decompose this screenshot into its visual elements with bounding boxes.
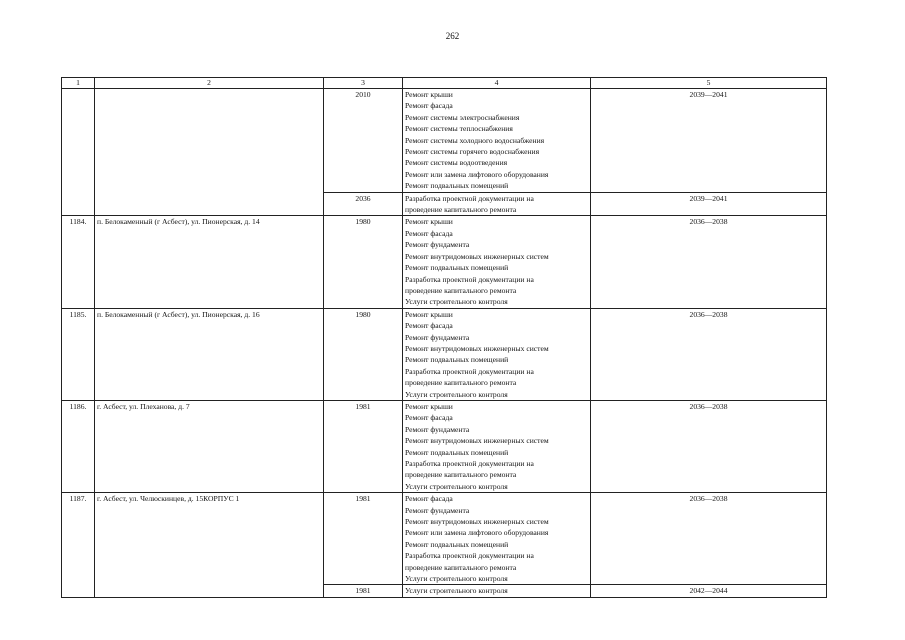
work-item: Разработка проектной документации на bbox=[405, 366, 534, 376]
work-item: Ремонт фундамента bbox=[405, 424, 470, 434]
work-item: Разработка проектной документации на bbox=[405, 459, 534, 468]
row-year: 2010 bbox=[324, 89, 403, 193]
row-year: 1981 bbox=[324, 400, 403, 492]
work-item: Услуги строительного контроля bbox=[405, 481, 508, 491]
work-item: Ремонт фасада bbox=[405, 413, 453, 423]
header-col-2: 2 bbox=[95, 78, 324, 89]
row-number bbox=[62, 89, 95, 216]
work-item: Ремонт системы электроснабжения bbox=[405, 112, 520, 122]
work-item: Ремонт фасада bbox=[405, 321, 453, 331]
header-col-5: 5 bbox=[591, 78, 827, 89]
work-item: Ремонт подвальных помещений bbox=[405, 447, 509, 457]
row-period: 2036—2038 bbox=[591, 493, 827, 585]
work-item: Ремонт подвальных помещений bbox=[405, 181, 509, 191]
table-row bbox=[62, 493, 827, 585]
header-col-4: 4 bbox=[403, 78, 591, 89]
work-item: Ремонт внутридомовых инженерных систем bbox=[405, 251, 549, 261]
table-row bbox=[62, 89, 827, 193]
row-period: 2042—2044 bbox=[591, 585, 827, 597]
row-period: 2036—2038 bbox=[591, 400, 827, 492]
work-item: Ремонт крыши bbox=[405, 217, 453, 227]
work-item: Услуги строительного контроля bbox=[405, 574, 508, 584]
table-row bbox=[62, 216, 827, 308]
work-item: Ремонт системы водоотведения bbox=[405, 158, 508, 168]
work-item: Ремонт внутридомовых инженерных систем bbox=[405, 343, 549, 353]
row-number: 1186. bbox=[62, 400, 95, 492]
header-col-3: 3 bbox=[324, 78, 403, 89]
repair-schedule-table bbox=[61, 77, 827, 598]
row-period: 2039—2041 bbox=[591, 192, 827, 216]
row-year: 2036 bbox=[324, 192, 403, 216]
work-item: Ремонт системы горячего водоснабжения bbox=[405, 147, 540, 157]
row-year: 1981 bbox=[324, 493, 403, 585]
row-works bbox=[403, 89, 591, 193]
row-number: 1187. bbox=[62, 493, 95, 598]
row-address: п. Белокаменный (г Асбест), ул. Пионерская, д. 16 bbox=[95, 308, 324, 400]
row-year: 1980 bbox=[324, 308, 403, 400]
row-works bbox=[403, 493, 591, 585]
row-works bbox=[403, 585, 591, 597]
row-number: 1184. bbox=[62, 216, 95, 308]
work-item: Ремонт крыши bbox=[405, 90, 453, 99]
work-item: Ремонт подвальных помещений bbox=[405, 263, 509, 273]
row-works bbox=[403, 192, 591, 216]
row-address bbox=[95, 89, 324, 216]
work-item: Ремонт или замена лифтового оборудования bbox=[405, 528, 549, 538]
table-header-row bbox=[62, 78, 827, 89]
row-address: г. Асбест, ул. Плеханова, д. 7 bbox=[95, 400, 324, 492]
work-item: Ремонт фасада bbox=[405, 101, 453, 111]
work-item: Ремонт системы теплоснабжения bbox=[405, 124, 513, 134]
table-row bbox=[62, 400, 827, 492]
work-item: Ремонт внутридомовых инженерных систем bbox=[405, 436, 549, 446]
row-number: 1185. bbox=[62, 308, 95, 400]
row-works bbox=[403, 308, 591, 400]
row-period: 2036—2038 bbox=[591, 216, 827, 308]
row-year: 1981 bbox=[324, 585, 403, 597]
work-item: Ремонт крыши bbox=[405, 401, 453, 411]
work-item: проведение капитального ремонта bbox=[405, 205, 517, 215]
work-item: Услуги строительного контроля bbox=[405, 586, 508, 596]
work-item: проведение капитального ремонта bbox=[405, 562, 517, 572]
work-item: Услуги строительного контроля bbox=[405, 297, 508, 307]
row-period: 2039—2041 bbox=[591, 89, 827, 193]
work-item: Разработка проектной документации на bbox=[405, 274, 534, 284]
work-item: Ремонт внутридомовых инженерных систем bbox=[405, 517, 549, 527]
row-works bbox=[403, 216, 591, 308]
work-item: Ремонт или замена лифтового оборудования bbox=[405, 169, 549, 179]
work-item: проведение капитального ремонта bbox=[405, 378, 517, 388]
work-item: Ремонт фасада bbox=[405, 494, 453, 504]
row-address: г. Асбест, ул. Челюскинцев, д. 15КОРПУС 1 bbox=[95, 493, 324, 598]
work-item: Ремонт подвальных помещений bbox=[405, 355, 509, 365]
work-item: Ремонт системы холодного водоснабжения bbox=[405, 135, 545, 145]
row-period: 2036—2038 bbox=[591, 308, 827, 400]
table-row bbox=[62, 308, 827, 400]
work-item: Разработка проектной документации на bbox=[405, 193, 534, 203]
row-address: п. Белокаменный (г Асбест), ул. Пионерская, д. 14 bbox=[95, 216, 324, 308]
work-item: Ремонт фундамента bbox=[405, 505, 470, 515]
work-item: проведение капитального ремонта bbox=[405, 285, 517, 295]
header-col-1: 1 bbox=[62, 78, 95, 89]
work-item: Ремонт фундамента bbox=[405, 332, 470, 342]
work-item: проведение капитального ремонта bbox=[405, 470, 517, 480]
row-year: 1980 bbox=[324, 216, 403, 308]
page-number: 262 bbox=[445, 31, 460, 41]
work-item: Ремонт фундамента bbox=[405, 240, 470, 250]
work-item: Ремонт подвальных помещений bbox=[405, 539, 509, 549]
work-item: Ремонт крыши bbox=[405, 309, 453, 319]
work-item: Услуги строительного контроля bbox=[405, 389, 508, 399]
work-item: Ремонт фасада bbox=[405, 228, 453, 238]
row-works bbox=[403, 400, 591, 492]
work-item: Разработка проектной документации на bbox=[405, 551, 534, 561]
